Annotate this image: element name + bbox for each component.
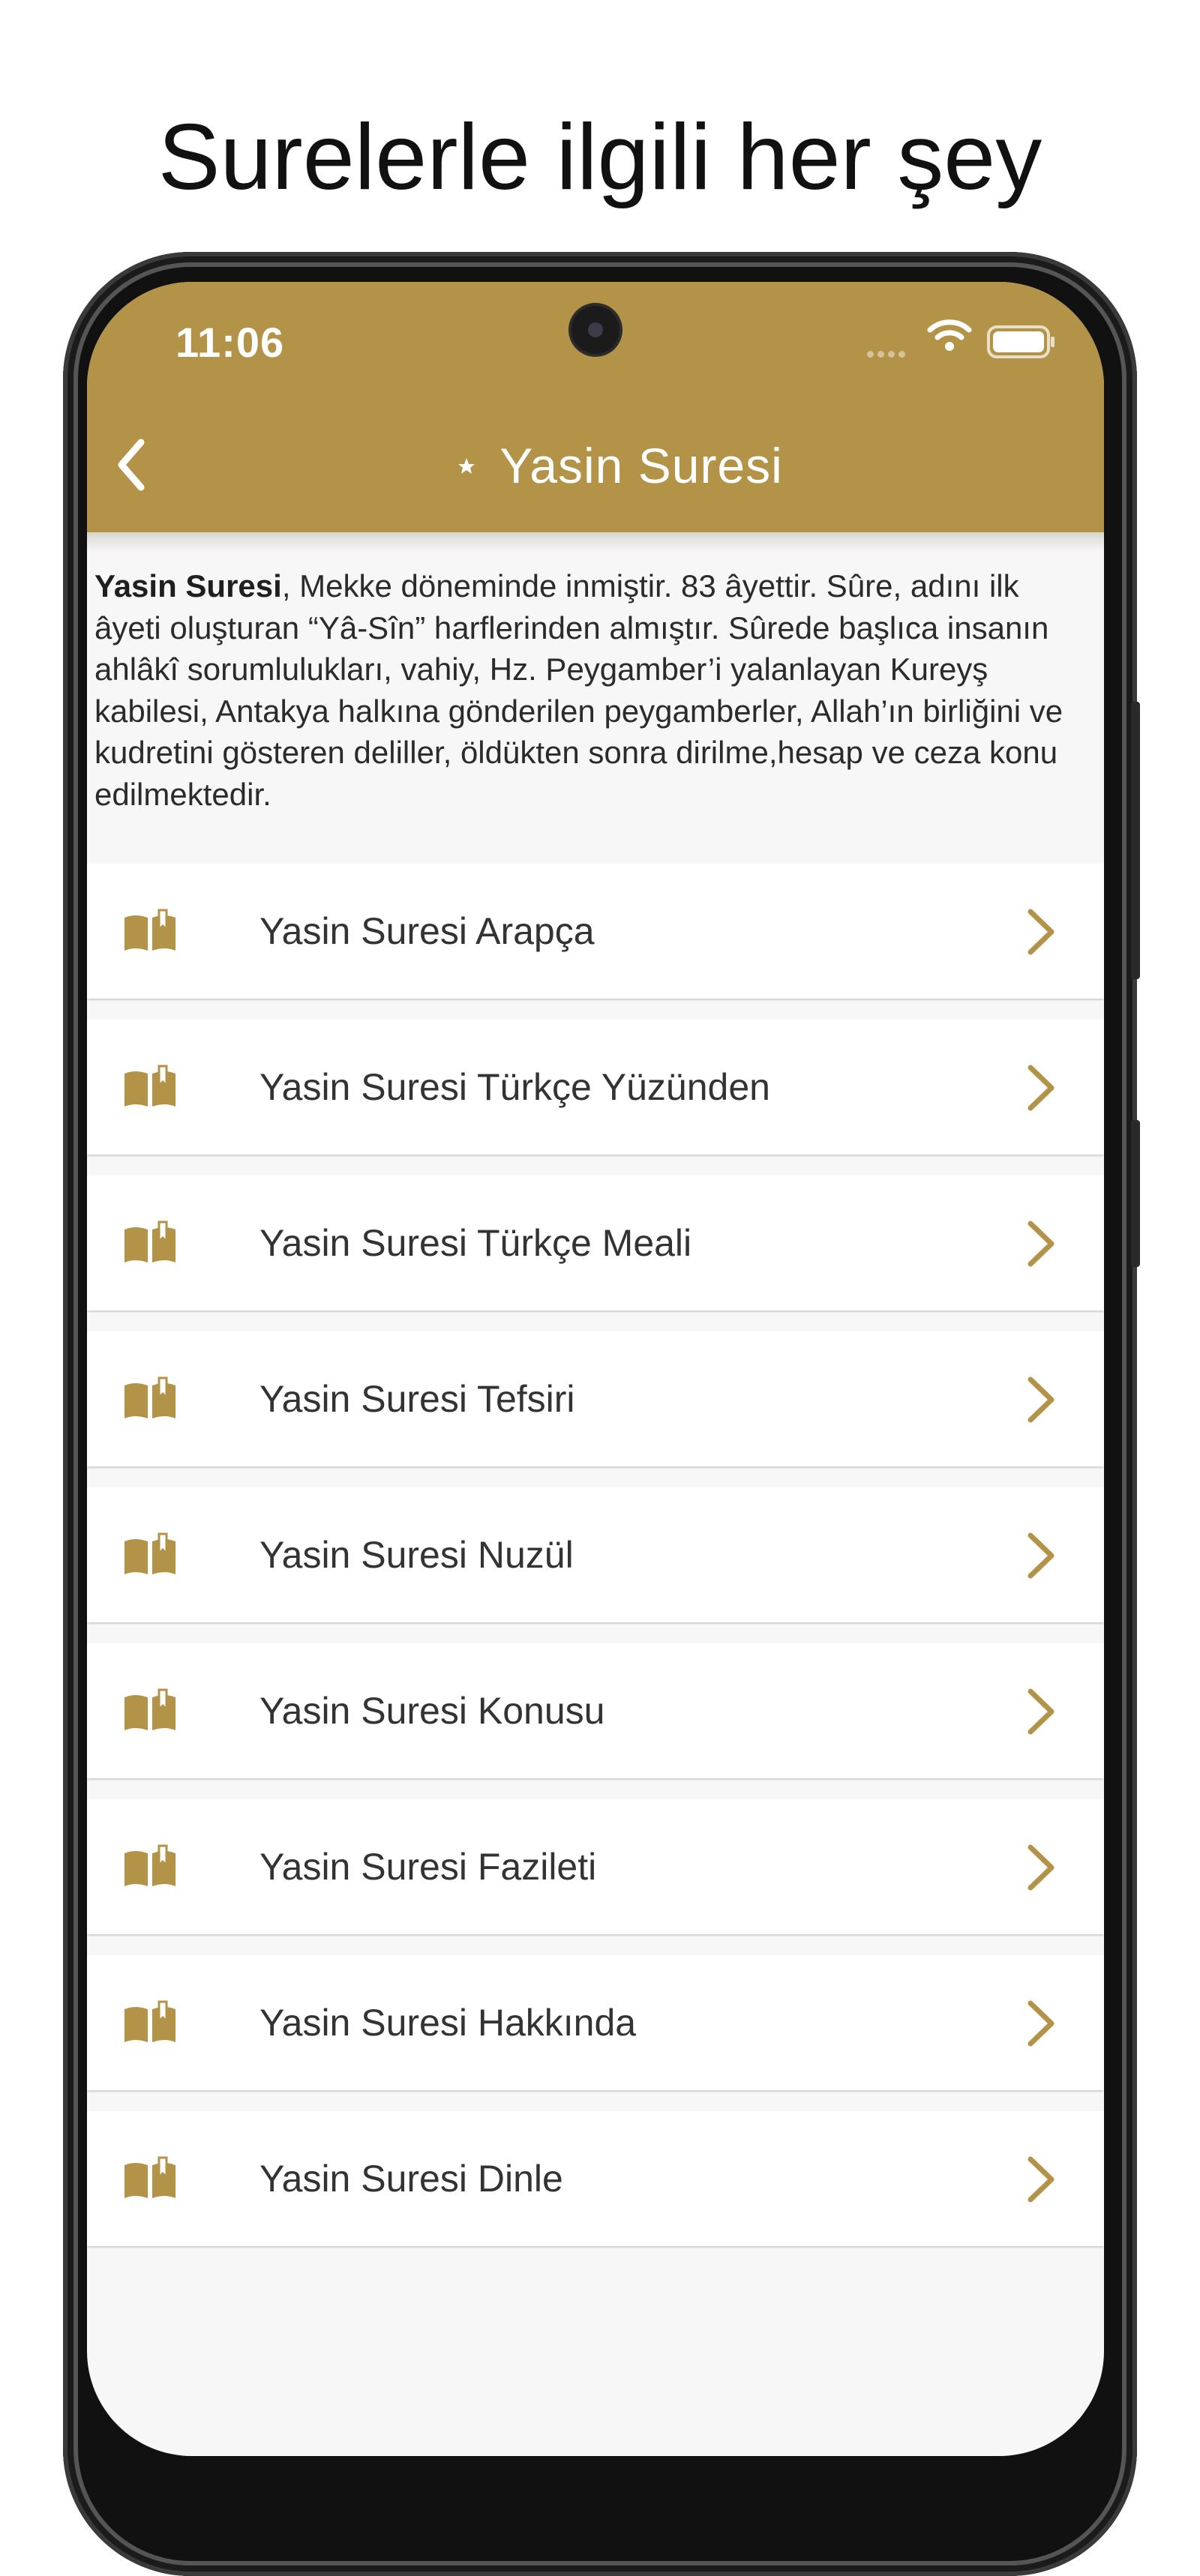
menu-item-label: Yasin Suresi Nuzül	[260, 1534, 574, 1576]
sure-description-text: , Mekke döneminde inmiştir. 83 âyettir. Sûre, adını ilk âyeti oluşturan “Yâ-Sîn” harflerinden almıştır. Sûrede başlıca insanın ahlâkî sorumlulukları, vahiy, Hz. Peygamber’i yalanlayan Kureyş kabilesi, Antakya halkına gönderilen peygamberler, Allah’ın birliğini ve kudretini gösteren deliller, öldükten sonra dirilme,hesap ve ceza konu edilmektedir.	[94, 568, 1064, 812]
menu-item-label: Yasin Suresi Dinle	[260, 2158, 563, 2200]
open-book-icon	[120, 907, 180, 955]
open-book-icon	[120, 1999, 180, 2047]
menu-item[interactable]	[87, 1955, 1104, 2090]
open-book-icon	[120, 2155, 180, 2203]
menu-item-label: Yasin Suresi Türkçe Meali	[260, 1222, 692, 1264]
chevron-right-icon	[1022, 1373, 1060, 1426]
chevron-right-icon	[1022, 2153, 1060, 2206]
menu-item-label: Yasin Suresi Hakkında	[260, 2002, 637, 2044]
chevron-right-icon	[1022, 1529, 1060, 1582]
sure-description	[94, 565, 1092, 815]
battery-icon	[987, 325, 1056, 358]
menu-item[interactable]	[87, 1643, 1104, 1778]
app-bar-title-group	[87, 432, 1104, 499]
chevron-right-icon	[1022, 1062, 1060, 1114]
menu-item[interactable]	[87, 1487, 1104, 1622]
menu-item[interactable]	[87, 1020, 1104, 1155]
page-title: Yasin Suresi	[500, 438, 783, 493]
menu-item[interactable]	[87, 2111, 1104, 2246]
chevron-right-icon	[1022, 1218, 1060, 1270]
menu-item-label: Yasin Suresi Konusu	[260, 1690, 605, 1732]
menu-item[interactable]	[87, 864, 1104, 999]
open-book-icon	[120, 1687, 180, 1735]
menu-item[interactable]	[87, 1331, 1104, 1466]
menu-item[interactable]	[87, 1176, 1104, 1310]
chevron-right-icon	[1022, 906, 1060, 958]
menu-item-label: Yasin Suresi Fazileti	[260, 1846, 597, 1888]
open-book-icon	[120, 1063, 180, 1111]
phone-side-button	[1131, 1120, 1140, 1267]
menu-item-label: Yasin Suresi Arapça	[260, 910, 595, 952]
chevron-right-icon	[1022, 1685, 1060, 1738]
app-bar	[87, 282, 1104, 532]
status-time: 11:06	[176, 319, 285, 366]
menu-item[interactable]	[87, 1799, 1104, 1934]
open-book-icon	[120, 1531, 180, 1579]
open-book-icon	[120, 1843, 180, 1891]
signal-dots-icon	[867, 348, 915, 355]
open-book-icon	[120, 1219, 180, 1267]
phone-side-button	[1131, 702, 1140, 979]
app-bar-shadow	[87, 532, 1104, 552]
menu-item-label: Yasin Suresi Tefsiri	[260, 1378, 575, 1420]
chevron-right-icon	[1022, 1997, 1060, 2050]
menu-item-label: Yasin Suresi Türkçe Yüzünden	[260, 1066, 770, 1108]
sure-description-bold: Yasin Suresi	[94, 568, 282, 604]
wifi-icon	[927, 318, 972, 352]
open-book-icon	[120, 1375, 180, 1423]
chevron-right-icon	[1022, 1841, 1060, 1894]
phone-screen	[87, 282, 1104, 2456]
front-camera	[572, 306, 620, 354]
promo-headline: Surelerle ilgili her şey	[158, 106, 1042, 209]
crescent-star-icon	[408, 436, 483, 496]
